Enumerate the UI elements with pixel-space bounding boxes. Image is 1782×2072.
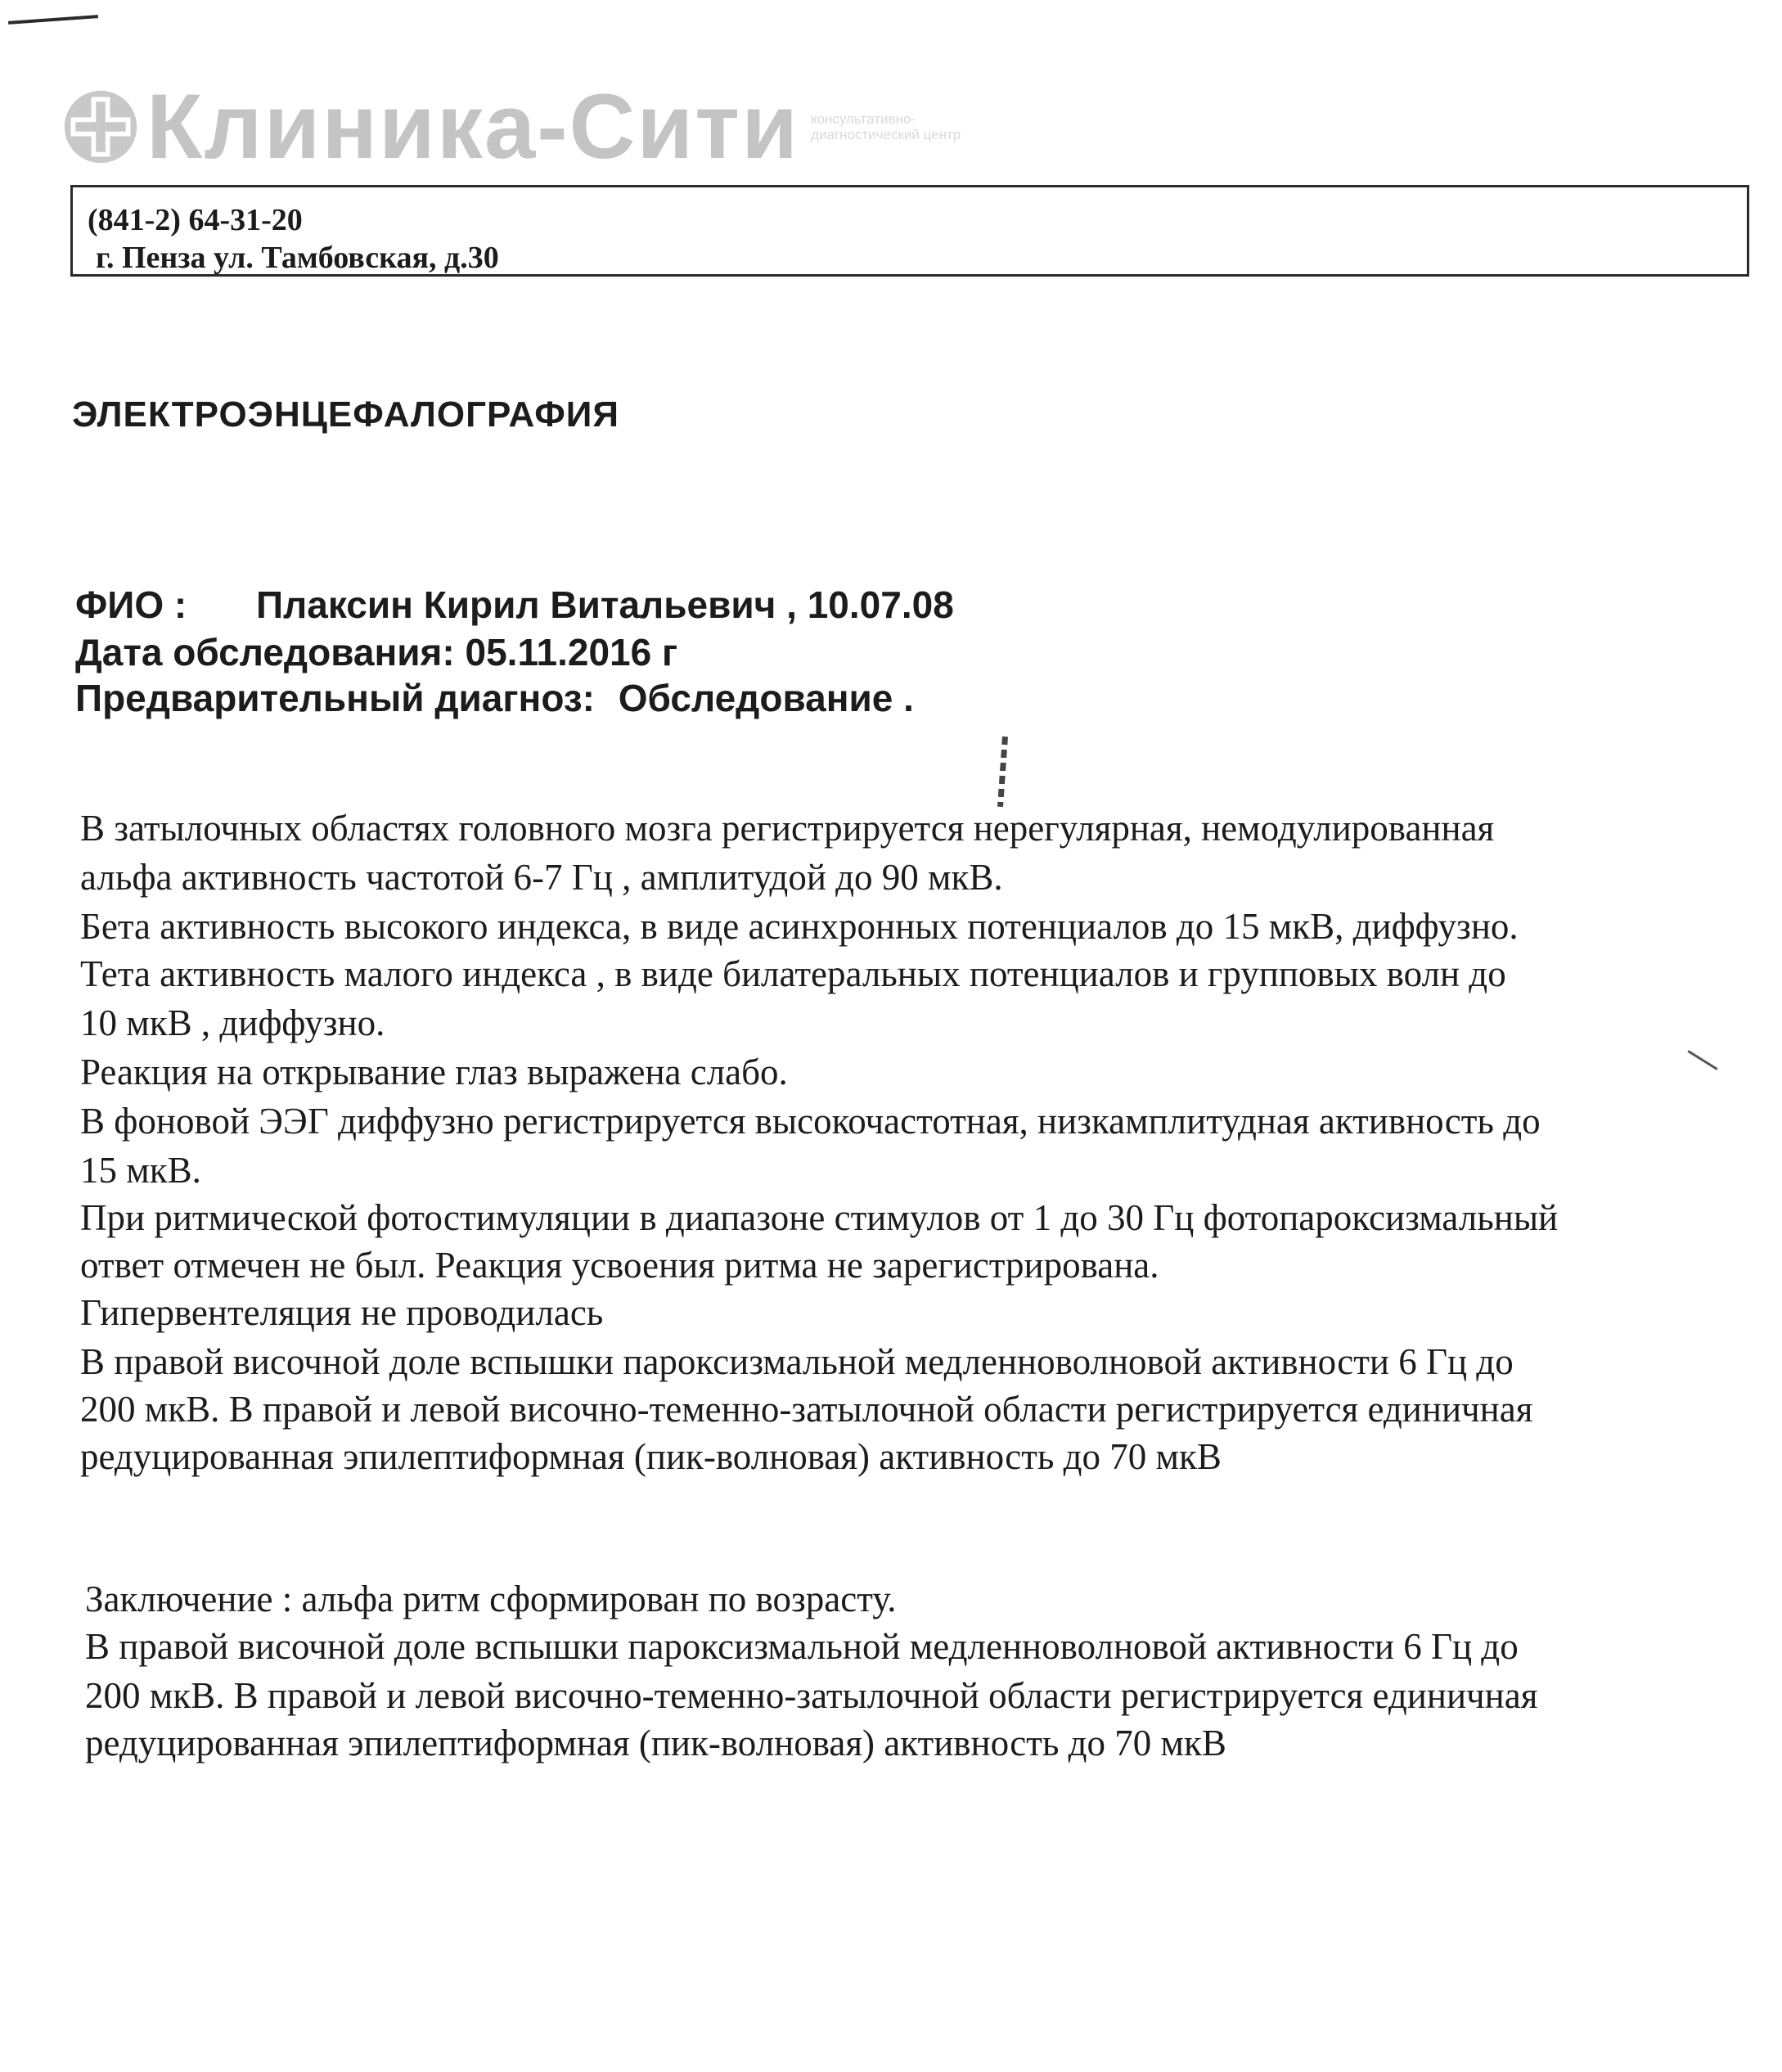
findings-line: 200 мкВ. В правой и левой височно-теменно-затылочной области регистрируется единичная <box>80 1389 1533 1430</box>
exam-date-value: 05.11.2016 г <box>465 631 678 673</box>
conclusion-line: В правой височной доле вспышки пароксизмальной медленноволновой активности 6 Гц до <box>85 1626 1519 1667</box>
findings-line: При ритмической фотостимуляции в диапазоне стимулов от 1 до 30 Гц фотопароксизмальный <box>80 1197 1559 1238</box>
exam-date-row <box>75 630 677 674</box>
scan-artifact-tick <box>1687 1050 1717 1070</box>
scan-artifact-mark <box>997 736 1008 807</box>
findings-line: Реакция на открывание глаз выражена слабо. <box>80 1052 788 1092</box>
findings-line: Бета активность высокого индекса, в виде асинхронных потенциалов до 15 мкВ, диффузно. <box>80 906 1519 947</box>
findings-line: 15 мкВ. <box>80 1150 201 1191</box>
conclusion-line: 200 мкВ. В правой и левой височно-теменно-затылочной области регистрируется единичная <box>85 1675 1538 1716</box>
clinic-phone: (841-2) 64-31-20 <box>88 203 303 237</box>
exam-date-label: Дата обследования: <box>75 631 455 673</box>
scan-artifact-line <box>8 15 98 25</box>
conclusion-line: Заключение : альфа ритм сформирован по возрасту. <box>85 1579 897 1619</box>
findings-line: Тета активность малого индекса , в виде билатеральных потенциалов и групповых волн до <box>80 953 1506 994</box>
conclusion-line: редуцированная эпилептиформная (пик-волновая) активность до 70 мкВ <box>85 1723 1226 1763</box>
findings-line: 10 мкВ , диффузно. <box>80 1002 385 1043</box>
patient-name-value: Плаксин Кирил Витальевич , 10.07.08 <box>255 583 954 626</box>
findings-line: В фоновой ЭЭГ диффузно регистрируется высокочастотная, низкамплитудная активность до <box>80 1101 1541 1142</box>
diagnosis-label: Предварительный диагноз: <box>75 677 595 719</box>
logo-wordmark: Клиника-Сити <box>146 75 799 178</box>
findings-line: В правой височной доле вспышки пароксизмальной медленноволновой активности 6 Гц до <box>80 1341 1514 1382</box>
clinic-address: г. Пенза ул. Тамбовская, д.30 <box>96 241 499 275</box>
diagnosis-row <box>75 676 914 720</box>
logo-subtitle: консультативно-диагностический центр <box>810 111 961 142</box>
diagnosis-value: Обследование . <box>618 677 914 719</box>
findings-line: Гипервентеляция не проводилась <box>80 1292 604 1333</box>
clinic-logo <box>61 75 974 178</box>
contact-box <box>70 185 1749 277</box>
medical-cross-icon <box>61 88 140 166</box>
document-title: ЭЛЕКТРОЭНЦЕФАЛОГРАФИЯ <box>72 394 620 435</box>
findings-line: В затылочных областях головного мозга регистрируется нерегулярная, немодулированная <box>80 808 1495 849</box>
patient-name-label: ФИО : <box>75 583 187 626</box>
patient-name-row <box>75 583 954 627</box>
findings-line: ответ отмечен не был. Реакция усвоения ритма не зарегистрирована. <box>80 1245 1159 1286</box>
findings-line: редуцированная эпилептиформная (пик-волновая) активность до 70 мкВ <box>80 1436 1222 1477</box>
findings-line: альфа активность частотой 6-7 Гц , амплитудой до 90 мкВ. <box>80 857 1003 898</box>
